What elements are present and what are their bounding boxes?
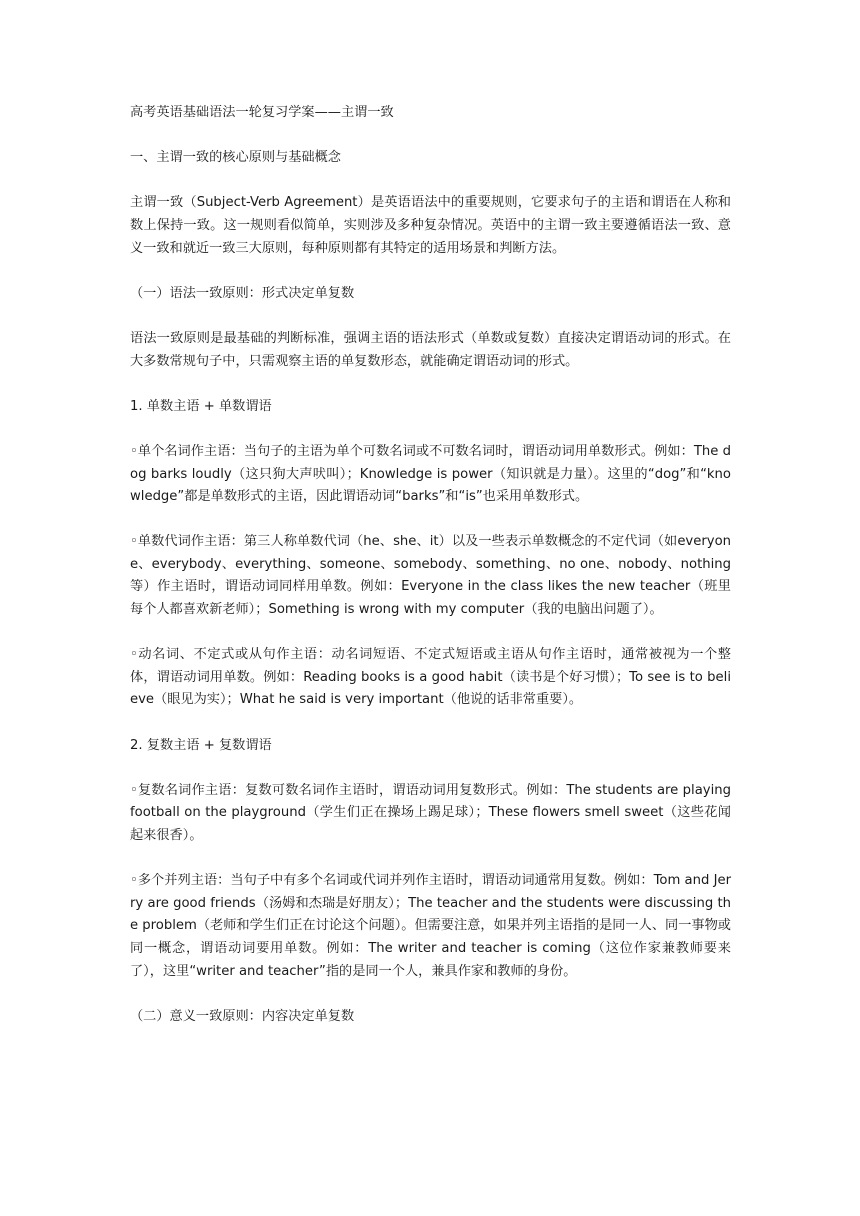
grammar-intro-paragraph: 语法一致原则是最基础的判断标准，强调主语的语法形式（单数或复数）直接决定谓语动词的形式。在大多数常规句子中，只需观察主语的单复数形态，就能确定谓语动词的形式。 — [130, 330, 731, 369]
subsection-heading-meaning: （二）意义一致原则：内容决定单复数 — [130, 1008, 355, 1024]
intro-paragraph: 主谓一致（Subject-Verb Agreement）是英语语法中的重要规则，它要求句子的主语和谓语在人称和数上保持一致。这一规则看似简单，实则涉及多种复杂情况。英语中的主谓一致主要遵循语法一致、意义一致和就近一致三大原则，每种原则都有其特定的适用场景和判断方法。 — [130, 195, 731, 256]
section-heading: 一、主谓一致的核心原则与基础概念 — [130, 150, 341, 166]
plural-noun-paragraph: ◦复数名词作主语：复数可数名词作主语时，谓语动词用复数形式。例如：The students are playing football on the playground（学生们正在操场上踢足球）；These flowers smell sweet（这些花闻起来很香）。 — [130, 782, 731, 843]
document-title: 高考英语基础语法一轮复习学案——主谓一致 — [130, 105, 394, 120]
point-heading-singular: 1. 单数主语 + 单数谓语 — [130, 398, 272, 414]
compound-subject-paragraph: ◦多个并列主语：当句子中有多个名词或代词并列作主语时，谓语动词通常用复数。例如：Tom and Jerry are good friends（汤姆和杰瑞是好朋友）；The teacher and the students were discussing the problem（老师和学生们正在讨论这个问题）。但需要注意，如果并列主语指的是同一人、同一事物或同一概念，谓语动词要用单数。例如：The writer and teacher is coming（这位作家兼教师要来了），这里“writer and teacher”指的是同一个人，兼具作家和教师的身份。 — [130, 873, 731, 979]
singular-noun-paragraph: ◦单个名词作主语：当句子的主语为单个可数名词或不可数名词时，谓语动词用单数形式。例如：The dog barks loudly（这只狗大声吠叫）；Knowledge is power（知识就是力量）。这里的“dog”和“knowledge”都是单数形式的主语，因此谓语动词“barks”和“is”也采用单数形式。 — [130, 443, 731, 505]
point-heading-plural: 2. 复数主语 + 复数谓语 — [130, 737, 272, 753]
subsection-heading-grammar: （一）语法一致原则：形式决定单复数 — [130, 285, 355, 301]
document-page — [130, 102, 731, 1028]
singular-pronoun-paragraph: ◦单数代词作主语：第三人称单数代词（he、she、it）以及一些表示单数概念的不定代词（如everyone、everybody、everything、someone、somebody、something、no one、nobody、nothing等）作主语时，谓语动词同样用单数。例如：Everyone in the class likes the new teacher（班里每个人都喜欢新老师）；Something is wrong with my computer（我的电脑出问题了）。 — [130, 534, 731, 618]
gerund-subject-paragraph: ◦动名词、不定式或从句作主语：动名词短语、不定式短语或主语从句作主语时，通常被视为一个整体，谓语动词用单数。例如：Reading books is a good habit（读书是个好习惯）；To see is to believe（眼见为实）；What he said is very important（他说的话非常重要）。 — [130, 647, 731, 708]
